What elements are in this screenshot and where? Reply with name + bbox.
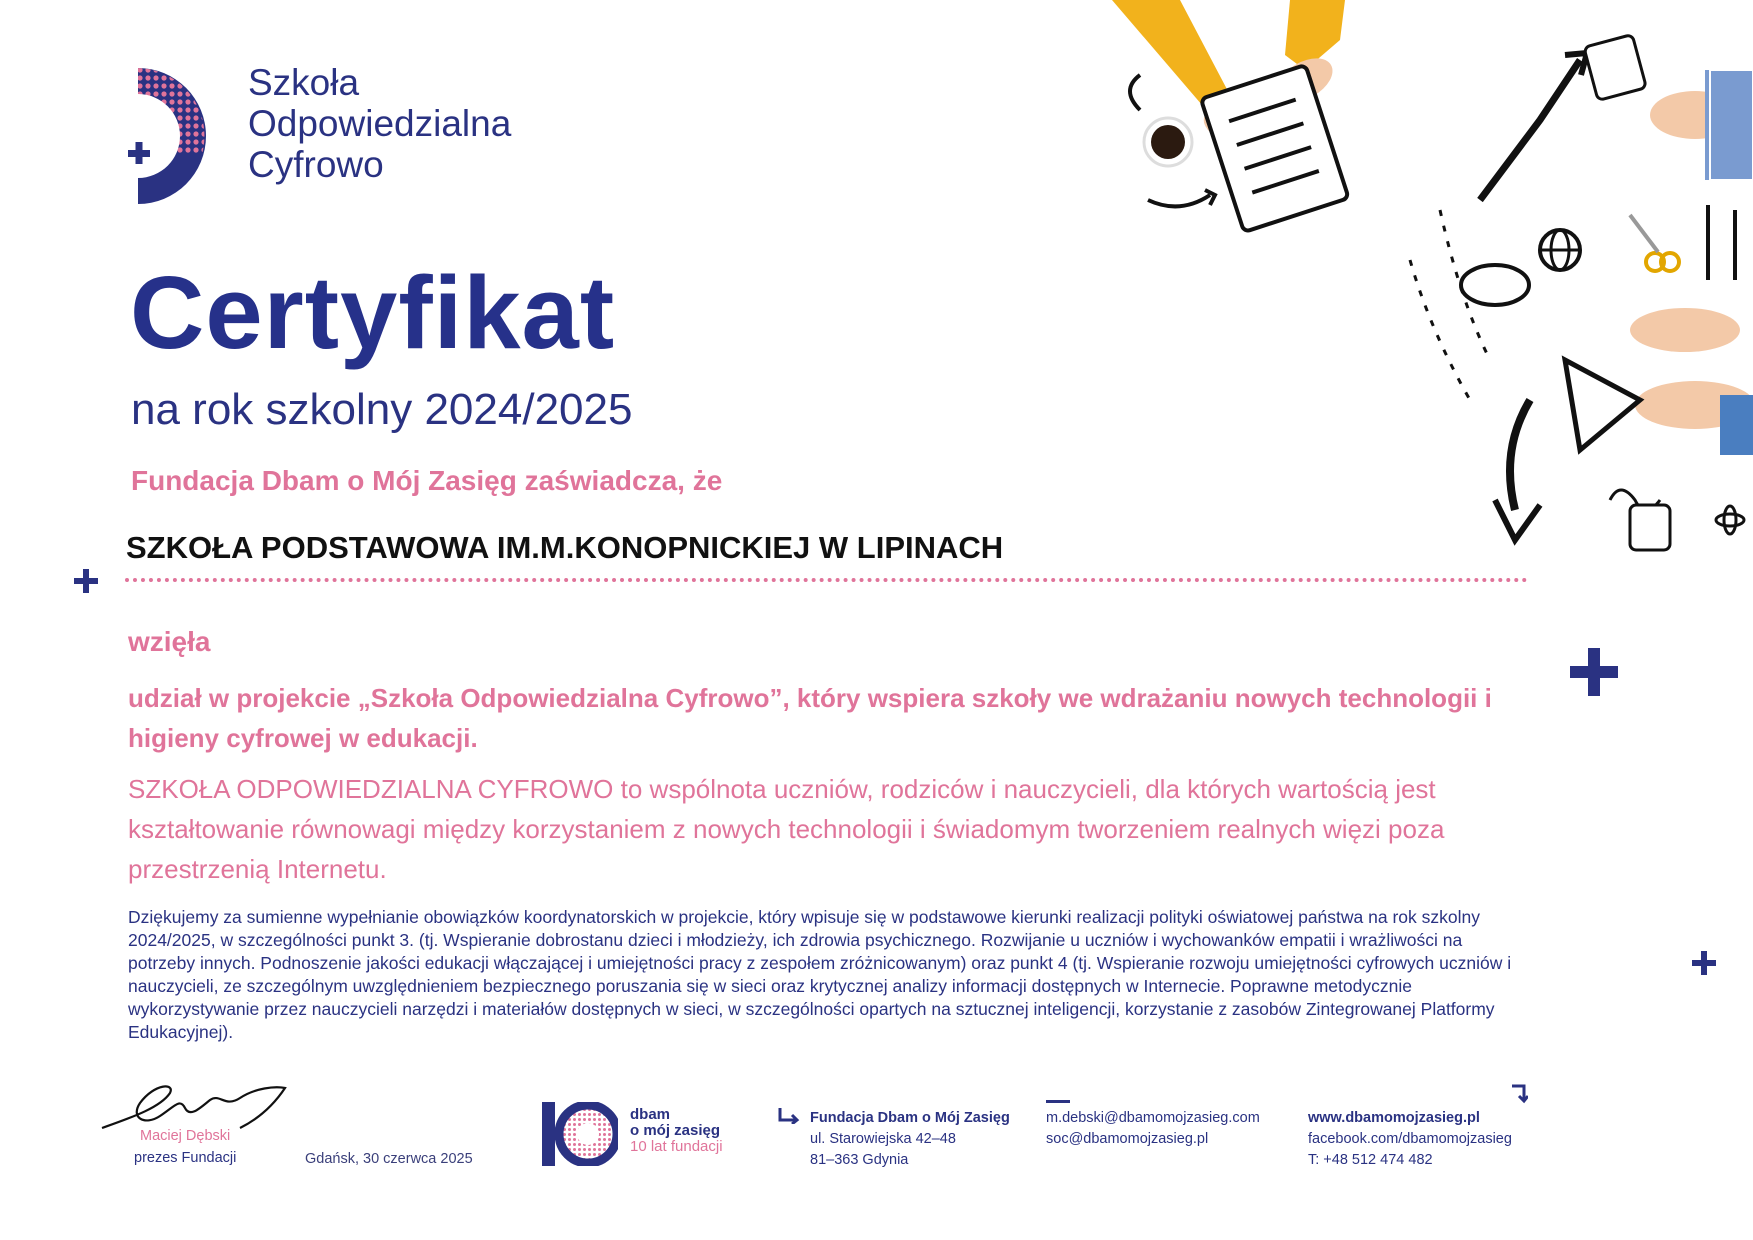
school-year-subtitle: na rok szkolny 2024/2025 <box>131 385 633 434</box>
thanks-paragraph: Dziękujemy za sumienne wypełnianie obowiązków koordynatorskich w projekcie, który wpisuje się w podstawowe kierunki realizacji polityki oświatowej państwa na rok szkolny 2024/2025, w szczególności punkt 3. (tj. Wspieranie dobrostanu dzieci i młodzieży, ich zdrowia psychicznego. Rozwijanie u uczniów i wychowanków empatii i wrażliwości na potrzeby innych. Podnoszenie jakości edukacji włączającej i umiejętności pracy z zespołem zróżnicowanym) oraz punkt 4 (tj. Wspieranie rozwoju umiejętności cyfrowych uczniów i nauczycieli, ze szczególnym uwzględnieniem bezpiecznego poruszania się w sieci oraz krytycznej analizy informacji dostępnych w Internecie. Poprawne metodycznie wykorzystywanie przez nauczycieli narzędzi i materiałów dostępnych w sieci, w szczególności opartych na sztucznej inteligencji, korzystanie z zasobów Zintegrowanej Platformy Edukacyjnej). <box>128 907 1512 1042</box>
page-title: Certyfikat <box>130 255 616 370</box>
plus-icon <box>1692 951 1716 975</box>
logo-line-3: Cyfrowo <box>248 144 384 185</box>
facebook-link[interactable]: facebook.com/dbamomojzasieg <box>1308 1131 1512 1147</box>
recipient-underline <box>125 578 1528 582</box>
signatory-role: prezes Fundacji <box>134 1150 237 1166</box>
recipient-name: SZKOŁA PODSTAWOWA IM.M.KONOPNICKIEJ W LIPINACH <box>126 530 1004 565</box>
web-block <box>1308 1108 1512 1171</box>
plus-icon <box>74 569 98 593</box>
desk-illustration-icon <box>1110 0 1753 570</box>
corner-arrow-down-icon <box>1512 1084 1528 1104</box>
plus-icon <box>1570 648 1618 696</box>
mission-text: SZKOŁA ODPOWIEDZIALNA CYFROWO to wspólnota uczniów, rodziców i nauczycieli, dla których wartością jest kształtowanie równowagi między korzystaniem z nowych technologii i świadomym tworzeniem realnych więzi poza przestrzenią Internetu. <box>128 774 1445 884</box>
email-1[interactable]: m.debski@dbamomojzasieg.com <box>1046 1110 1260 1126</box>
phone-number: T: +48 512 474 482 <box>1308 1152 1433 1168</box>
address-street: ul. Starowiejska 42–48 <box>810 1131 956 1147</box>
address-name: Fundacja Dbam o Mój Zasięg <box>810 1110 1010 1126</box>
logo-mark-icon <box>128 66 228 206</box>
logo-line-1: Szkoła <box>248 62 360 103</box>
signatory-name: Maciej Dębski <box>140 1128 231 1144</box>
brand-line-3: 10 lat fundacji <box>630 1138 723 1155</box>
signature-icon <box>100 1078 290 1134</box>
dash-icon <box>1046 1100 1070 1103</box>
place-date: Gdańsk, 30 czerwca 2025 <box>305 1151 473 1167</box>
website-link[interactable]: www.dbamomojzasieg.pl <box>1308 1110 1480 1126</box>
email-block <box>1046 1108 1260 1150</box>
participation-text: udział w projekcie „Szkoła Odpowiedzialna Cyfrowo”, który wspiera szkoły we wdrażaniu nowych technologii i higieny cyfrowej w edukacji. <box>128 683 1492 753</box>
address-city: 81–363 Gdynia <box>810 1152 909 1168</box>
brand-line-1: dbam <box>630 1106 671 1123</box>
took-part-text: wzięła <box>128 626 211 657</box>
foundation-logo-icon <box>542 1102 618 1166</box>
logo-text <box>248 62 511 185</box>
corner-arrow-icon <box>778 1108 800 1124</box>
logo-line-2: Odpowiedzialna <box>248 103 512 144</box>
attestation-text: Fundacja Dbam o Mój Zasięg zaświadcza, że <box>131 465 723 496</box>
foundation-brand-text <box>630 1107 723 1155</box>
brand-line-2: o mój zasięg <box>630 1122 721 1139</box>
email-2[interactable]: soc@dbamomojzasieg.pl <box>1046 1131 1209 1147</box>
address-block <box>810 1108 1010 1171</box>
